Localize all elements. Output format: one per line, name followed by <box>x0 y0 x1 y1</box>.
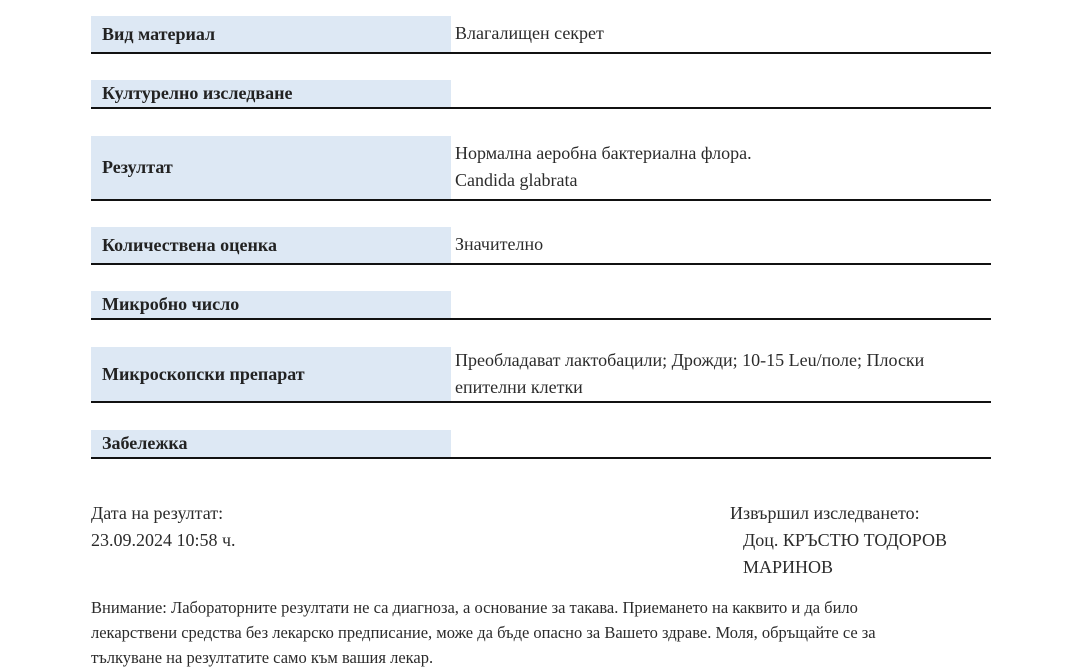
value-line: Candida glabrata <box>455 170 578 190</box>
value-line: Значително <box>455 234 544 254</box>
result-row-quantitative-assessment <box>91 227 991 265</box>
notice-line: Внимание: Лабораторните резултати не са диагноза, а основание за такава. Приемането на каквито и да било <box>91 598 858 617</box>
row-value <box>455 347 991 401</box>
performer-block <box>730 500 947 581</box>
row-value <box>455 20 991 47</box>
result-row-microscopic-preparation <box>91 347 991 403</box>
row-value <box>455 231 991 258</box>
notice-line: лекарствени средства без лекарско предписание, може да бъде опасно за Вашето здраве. Моля, обръщайте се за <box>91 623 876 642</box>
value-line: Нормална аеробна бактериална флора. <box>455 143 752 163</box>
row-label: Културелно изследване <box>91 80 451 107</box>
performer-name: МАРИНОВ <box>743 557 834 577</box>
result-row-culture-test <box>91 80 991 109</box>
row-label: Количествена оценка <box>91 227 451 263</box>
row-label: Микробно число <box>91 291 451 318</box>
performer-name: Доц. КРЪСТЮ ТОДОРОВ <box>743 530 948 550</box>
result-row-microbial-count <box>91 291 991 320</box>
row-label: Резултат <box>91 136 451 199</box>
result-row-note <box>91 430 991 459</box>
result-date-label: Дата на резултат: <box>91 503 224 523</box>
disclaimer-notice <box>91 595 951 670</box>
notice-line: тълкуване на резултатите само към вашия лекар. <box>91 648 434 667</box>
result-row-material-type <box>91 16 991 54</box>
result-date-value: 23.09.2024 10:58 ч. <box>91 530 236 550</box>
result-date-block <box>91 500 236 554</box>
performer-label: Извършил изследването: <box>730 503 920 523</box>
value-line: Влагалищен секрет <box>455 23 604 43</box>
value-line: епителни клетки <box>455 377 583 397</box>
row-label: Микроскопски препарат <box>91 347 451 401</box>
row-label: Вид материал <box>91 16 451 52</box>
result-row-result <box>91 136 991 201</box>
value-line: Преобладават лактобацили; Дрожди; 10-15 Leu/поле; Плоски <box>455 350 925 370</box>
row-value <box>455 140 991 194</box>
row-label: Забележка <box>91 430 451 457</box>
